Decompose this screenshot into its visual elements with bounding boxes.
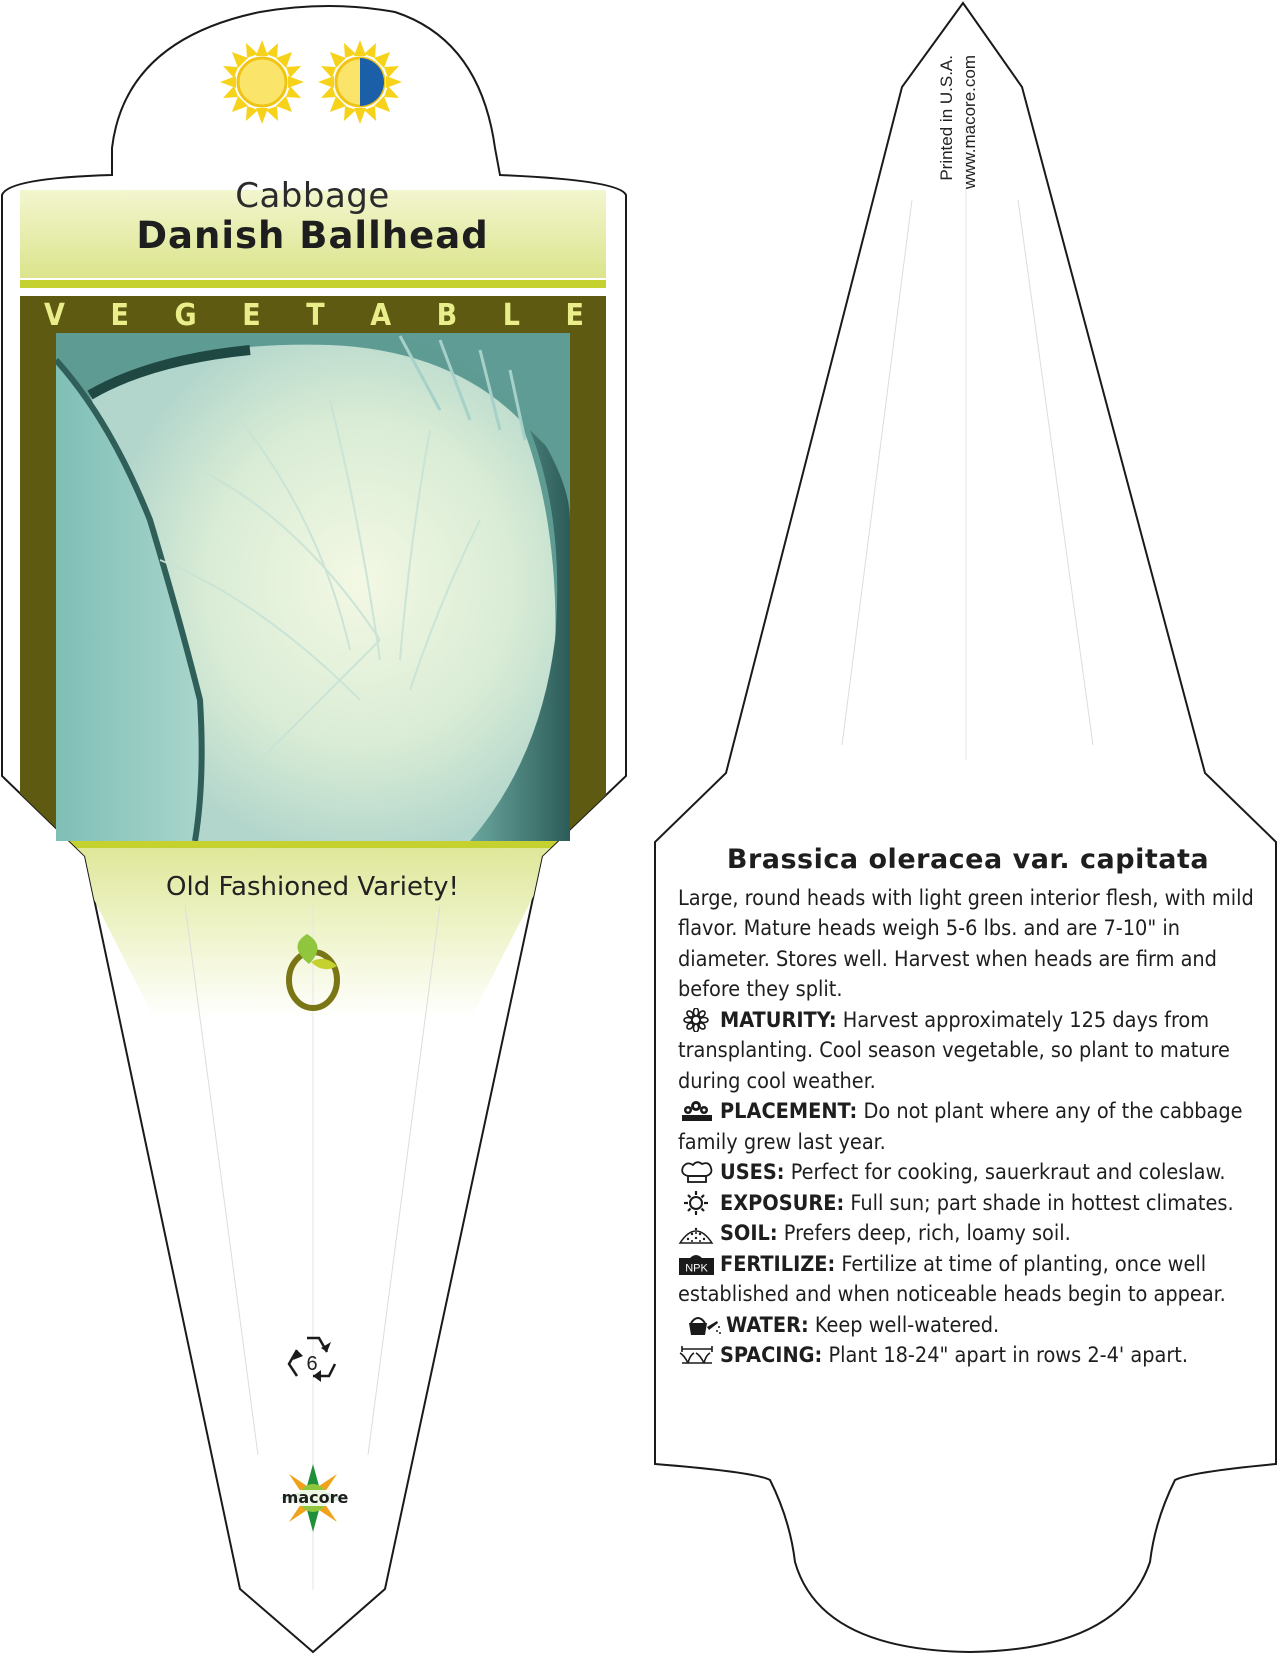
- imprint: [935, 55, 981, 205]
- row-label: SOIL:: [720, 1221, 778, 1246]
- category-letter: E: [565, 297, 584, 333]
- info-row-fertilize: [678, 1250, 1258, 1311]
- sun-icon: [678, 1191, 718, 1215]
- info-row-placement: [678, 1097, 1258, 1158]
- category-letter: T: [306, 297, 325, 333]
- category-letter: A: [370, 297, 392, 333]
- row-text: Harvest approximately 125 days from transplanting. Cool season vegetable, so plant to mature during cool weather.: [678, 1007, 1230, 1094]
- spacing-icon: [678, 1343, 718, 1367]
- info-row-water: [678, 1311, 1258, 1342]
- soil-icon: [678, 1221, 718, 1245]
- info-row-soil: [678, 1219, 1258, 1250]
- row-text: Plant 18-24" apart in rows 2-4' apart.: [828, 1343, 1189, 1368]
- chef-hat-icon: [678, 1160, 718, 1184]
- row-label: USES:: [720, 1160, 785, 1185]
- flower-icon: [678, 1008, 718, 1032]
- category-letter: B: [436, 297, 458, 333]
- botanical-name: Brassica oleracea var. capitata: [726, 844, 1210, 875]
- cabbage-photo: [56, 333, 570, 841]
- row-label: EXPOSURE:: [720, 1190, 845, 1216]
- watering-can-icon: [678, 1313, 724, 1337]
- row-label: FERTILIZE:: [720, 1251, 836, 1277]
- row-label: PLACEMENT:: [720, 1099, 858, 1124]
- info-row-exposure: [678, 1189, 1258, 1220]
- garden-icon: [678, 1099, 718, 1123]
- back-info: [678, 845, 1258, 1372]
- plant-type: Cabbage: [235, 176, 390, 216]
- description: Large, round heads with light green interior flesh, with mild flavor. Mature heads weigh 5-6 lbs. and are 7-10" in diameter. Stores well. Harvest when heads are firm and before they split.: [678, 885, 1254, 1002]
- back-tag: [655, 3, 1276, 1652]
- row-text: Fertilize at time of planting, once well established and when noticeable heads begin to appear.: [678, 1251, 1226, 1307]
- tagline: Old Fashioned Variety!: [166, 872, 459, 902]
- recycle-code: 6: [306, 1353, 318, 1375]
- row-label: SPACING:: [720, 1343, 823, 1368]
- full-sun-icon: [220, 40, 304, 124]
- row-text: Prefers deep, rich, loamy soil.: [783, 1221, 1071, 1246]
- info-row-maturity: [678, 1006, 1258, 1098]
- brand-logo-text: macore: [281, 1488, 349, 1507]
- category-letter: V: [44, 297, 65, 333]
- category-letter: G: [174, 297, 197, 333]
- row-text: Full sun; part shade in hottest climates.: [850, 1190, 1234, 1216]
- npk-icon: [678, 1252, 718, 1276]
- variety-name: Danish Ballhead: [136, 214, 489, 257]
- info-row-spacing: [678, 1341, 1258, 1372]
- part-shade-icon: [318, 40, 402, 124]
- category-letter: L: [502, 297, 520, 333]
- category-banner: [44, 296, 584, 334]
- npk-label: NPK: [685, 1262, 708, 1274]
- row-label: MATURITY:: [720, 1007, 837, 1033]
- category-letter: E: [242, 297, 261, 333]
- imprint-line: Printed in U.S.A.: [937, 55, 956, 181]
- row-text: Keep well-watered.: [814, 1312, 1000, 1338]
- row-text: Perfect for cooking, sauerkraut and coleslaw.: [790, 1160, 1226, 1185]
- category-letter: E: [110, 297, 129, 333]
- row-label: WATER:: [726, 1312, 809, 1338]
- row-text: Do not plant where any of the cabbage family grew last year.: [678, 1099, 1243, 1155]
- info-row-uses: [678, 1158, 1258, 1189]
- imprint-line: www.macore.com: [960, 55, 979, 190]
